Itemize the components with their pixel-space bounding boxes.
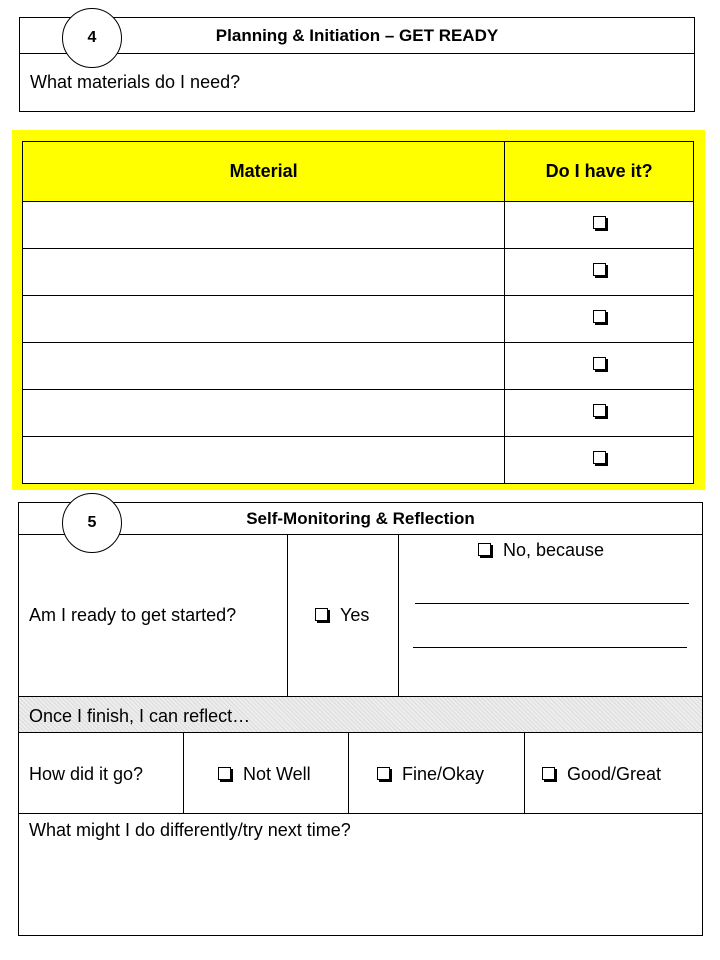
fine-checkbox[interactable] — [377, 767, 390, 780]
have-it-column-header: Do I have it? — [505, 142, 694, 202]
table-row — [23, 202, 694, 249]
fine-label: Fine/Okay — [402, 764, 485, 784]
have-it-checkbox[interactable] — [593, 216, 606, 229]
yes-label: Yes — [340, 605, 370, 625]
material-input-cell[interactable] — [23, 249, 505, 296]
divider — [18, 534, 703, 535]
ready-question: Am I ready to get started? — [29, 605, 237, 625]
have-it-checkbox[interactable] — [593, 310, 606, 323]
no-checkbox[interactable] — [478, 543, 491, 556]
divider — [183, 733, 184, 813]
materials-header-row — [23, 142, 694, 202]
materials-table — [22, 141, 694, 484]
divider — [348, 733, 349, 813]
how-question: How did it go? — [29, 764, 144, 784]
good-option[interactable] — [542, 764, 661, 785]
material-input-cell[interactable] — [23, 202, 505, 249]
reflect-banner-text: Once I finish, I can reflect… — [29, 706, 251, 726]
have-it-checkbox[interactable] — [593, 357, 606, 370]
fine-option[interactable] — [377, 764, 484, 785]
divider — [524, 733, 525, 813]
next-time-answer-area[interactable] — [24, 845, 696, 930]
section-5-title: Self-Monitoring & Reflection — [246, 508, 475, 528]
have-it-checkbox[interactable] — [593, 404, 606, 417]
not-well-label: Not Well — [243, 764, 311, 784]
divider — [287, 534, 288, 696]
section-4-title: Planning & Initiation – GET READY — [215, 26, 499, 45]
good-label: Good/Great — [567, 764, 662, 784]
no-label: No, because — [503, 540, 605, 560]
yes-checkbox[interactable] — [315, 608, 328, 621]
material-input-cell[interactable] — [23, 296, 505, 343]
yes-option[interactable] — [315, 605, 369, 626]
step-5-badge: 5 — [62, 493, 122, 553]
material-input-cell[interactable] — [23, 437, 505, 484]
table-row — [23, 343, 694, 390]
have-it-checkbox[interactable] — [593, 263, 606, 276]
table-row — [23, 296, 694, 343]
table-row — [23, 249, 694, 296]
reason-line-2[interactable] — [413, 647, 687, 648]
reason-line-1[interactable] — [415, 603, 689, 604]
step-4-badge: 4 — [62, 8, 122, 68]
material-input-cell[interactable] — [23, 343, 505, 390]
good-checkbox[interactable] — [542, 767, 555, 780]
material-column-header: Material — [23, 142, 505, 202]
materials-question: What materials do I need? — [30, 72, 241, 92]
next-time-question: What might I do differently/try next time? — [29, 820, 351, 840]
not-well-checkbox[interactable] — [218, 767, 231, 780]
divider — [18, 813, 703, 814]
table-row — [23, 390, 694, 437]
material-input-cell[interactable] — [23, 390, 505, 437]
have-it-checkbox[interactable] — [593, 451, 606, 464]
table-row — [23, 437, 694, 484]
not-well-option[interactable] — [218, 764, 311, 785]
no-option[interactable] — [478, 540, 604, 561]
divider — [398, 534, 399, 696]
